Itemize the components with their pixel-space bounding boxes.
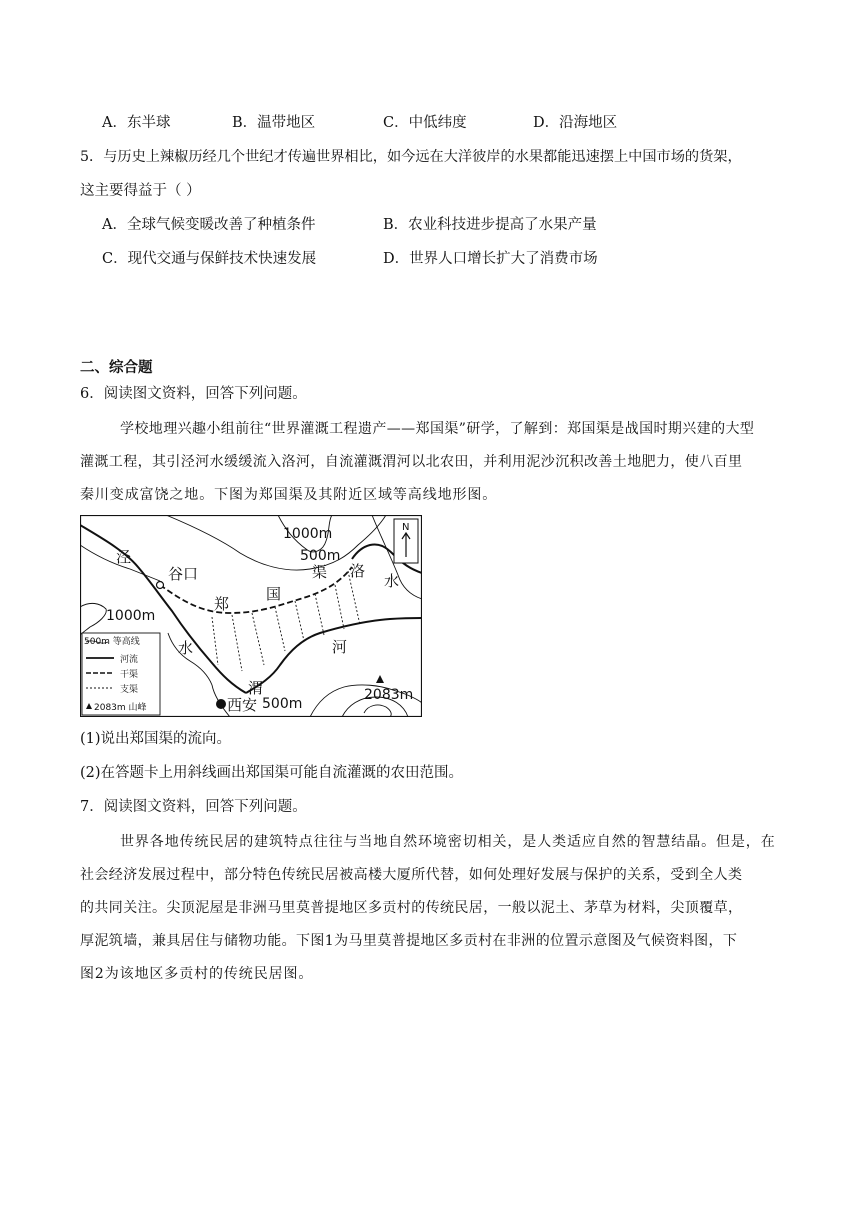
legend-branch-canal: 支渠 [120,685,139,695]
label-gukou: 谷口 [168,565,199,583]
q7-paragraph-line3: 的共同关注。尖顶泥屋是非洲马里莫普提地区多贡村的传统民居，一般以泥土、茅草为材料，尖顶覆草， [80,900,743,916]
label-wei: 渭 [248,679,264,697]
label-shui-jing: 水 [178,639,194,657]
q5-stem-line1: 5．与历史上辣椒历经几个世纪才传遍世界相比，如今远在大洋彼岸的水果都能迅速摆上中国市场的货架， [80,149,742,165]
q6-paragraph-line1: 学校地理兴趣小组前往“世界灌溉工程遗产——郑国渠”研学，了解到：郑国渠是战国时期兴建的大型 [120,421,755,437]
label-xian: 西安 [227,696,258,714]
label-500m-bottom: 500m [262,696,303,712]
label-1000m-top: 1000m [283,526,333,542]
q4-option-d: D．沿海地区 [533,115,618,131]
q6-subquestion-1: (1)说出郑国渠的流向。 [80,731,232,747]
legend-contour: 500m 等高线 [84,637,140,647]
q7-paragraph-line4: 厚泥筑墙，兼具居住与储物功能。下图1为马里莫普提地区多贡村在非洲的位置示意图及气候资料图，下 [80,933,738,949]
q4-option-c: C．中低纬度 [383,115,467,131]
label-500m-top: 500m [300,548,341,564]
label-peak-2083m: 2083m [364,687,414,703]
q5-option-c: C．现代交通与保鲜技术快速发展 [102,251,317,267]
label-he: 河 [332,638,348,656]
label-zheng: 郑 [214,595,230,613]
label-jing: 泾 [116,548,132,566]
q5-option-d: D．世界人口增长扩大了消费市场 [383,251,598,267]
q5-option-a: A．全球气候变暖改善了种植条件 [102,217,316,233]
label-1000m-left: 1000m [106,608,156,624]
label-luo: 洛 [350,562,366,580]
q6-paragraph-line2: 灌溉工程，其引泾河水缓缓流入洛河，自流灌溉渭河以北农田，并利用泥沙沉积改善土地肥力，使八百里 [80,454,743,470]
q6-subquestion-2: (2)在答题卡上用斜线画出郑国渠可能自流灌溉的农田范围。 [80,765,464,781]
q5-stem-line2: 这主要得益于（ ） [80,183,201,199]
north-label: N [402,522,410,533]
q4-option-b: B．温带地区 [232,115,316,131]
map-legend [82,633,160,715]
legend-river: 河流 [120,655,139,665]
zhengguo-canal-contour-map [80,515,422,717]
q5-option-b: B．农业科技进步提高了水果产量 [383,217,597,233]
section-heading: 二、综合题 [80,359,153,376]
q7-paragraph-line2: 社会经济发展过程中，部分特色传统民居被高楼大厦所代替，如何处理好发展与保护的关系，受到全人类 [80,867,743,883]
q6-stem: 6．阅读图文资料，回答下列问题。 [80,386,307,402]
q6-paragraph-line3: 秦川变成富饶之地。下图为郑国渠及其附近区域等高线地形图。 [80,487,498,503]
label-qu: 渠 [312,563,328,581]
legend-peak: 2083m 山峰 [94,703,147,713]
legend-main-canal: 干渠 [120,670,139,680]
xian-point [216,699,226,709]
q4-option-a: A．东半球 [102,115,171,131]
q7-stem: 7．阅读图文资料，回答下列问题。 [80,799,307,815]
q7-paragraph-line1: 世界各地传统民居的建筑特点往往与当地自然环境密切相关，是人类适应自然的智慧结晶。但是，在 [120,834,776,850]
gukou-point [157,582,164,589]
label-guo: 国 [266,585,282,603]
q7-paragraph-line5: 图2为该地区多贡村的传统民居图。 [80,966,314,982]
label-shui-luo: 水 [384,572,400,590]
